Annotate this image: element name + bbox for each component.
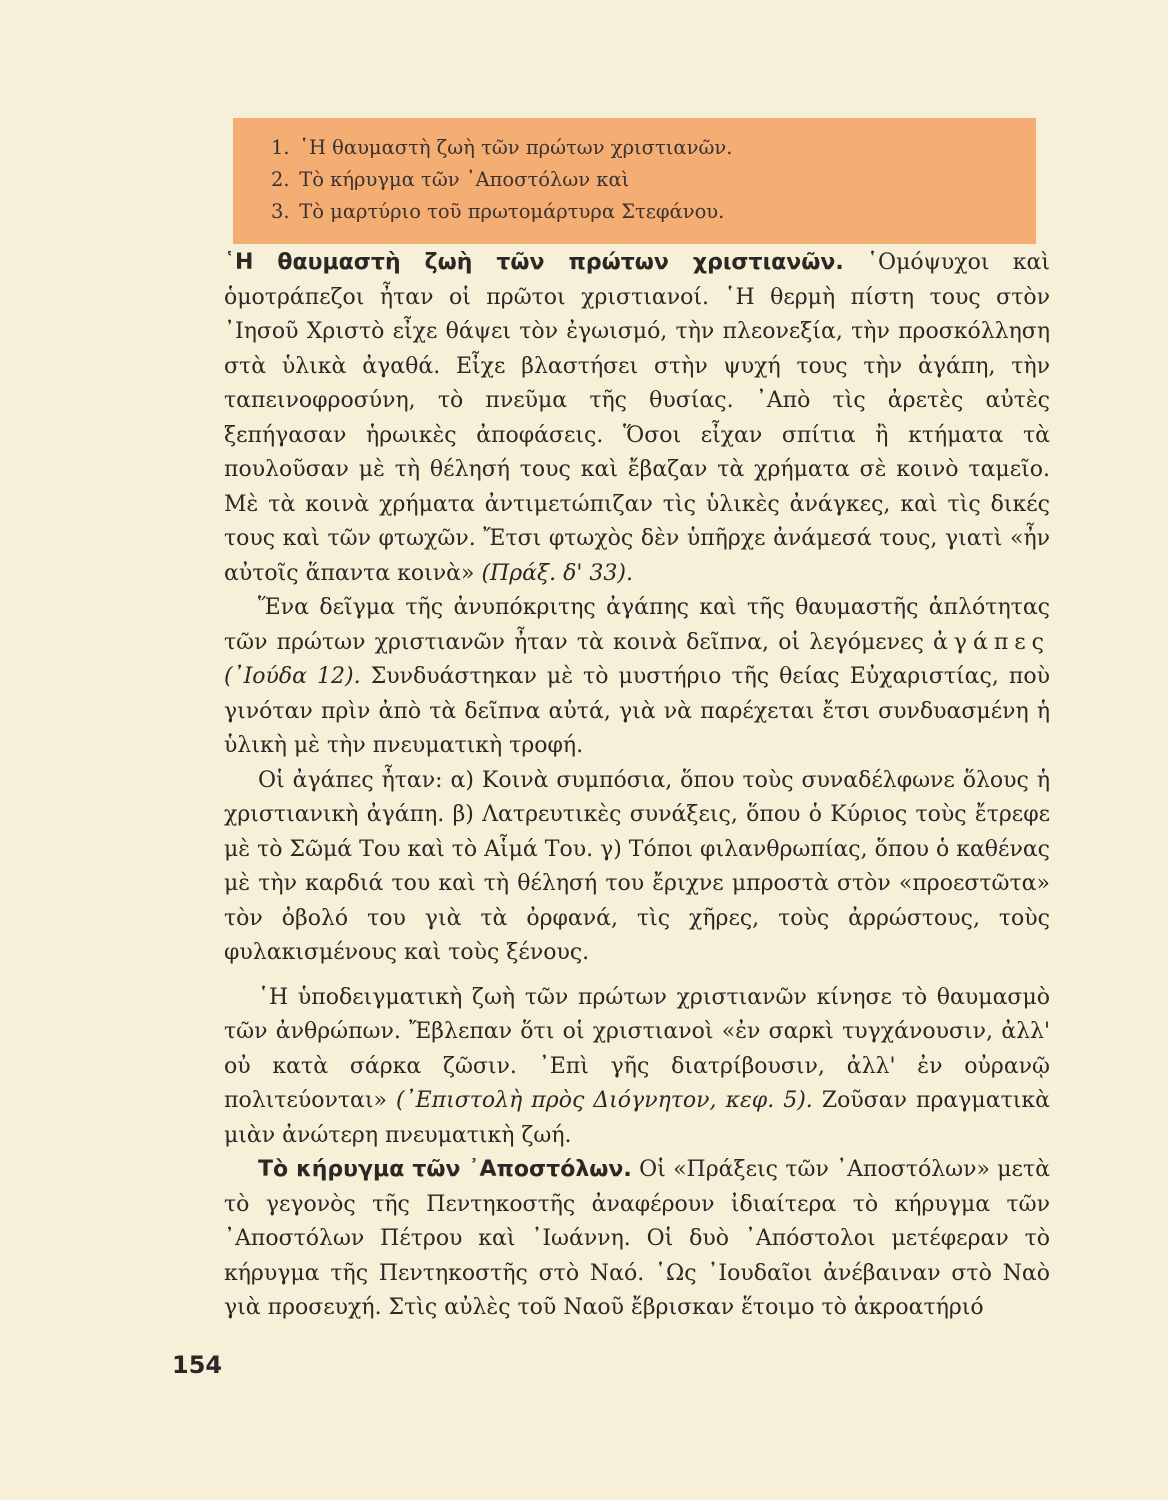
scripture-reference: (᾿Επιστολὴ πρὸς Διόγνητον, κεφ. 5). xyxy=(395,1088,813,1113)
toc-item xyxy=(271,132,1036,164)
toc-item xyxy=(271,196,1036,228)
toc-item xyxy=(271,164,1036,196)
section-heading: Τὸ κήρυγμα τῶν ᾿Αποστόλων. xyxy=(258,1157,632,1182)
paragraph xyxy=(224,591,1050,764)
paragraph-text: Ἕνα δεῖγμα τῆς ἀνυπόκριτης ἀγάπης καὶ τῆς θαυμαστῆς ἁπλότητας τῶν πρώτων χριστιανῶν ἦταν τὰ κοινὰ δεῖπνα, οἱ λεγόμενες xyxy=(224,595,1050,655)
body-text xyxy=(224,246,1050,1326)
toc-number: 2. xyxy=(271,168,290,191)
paragraph-text: ῾Η ὑποδειγματικὴ ζωὴ τῶν πρώτων χριστιανῶν κίνησε τὸ θαυμασμὸ τῶν ἀνθρώπων. Ἔβλεπαν ὅτι οἱ χριστιανοὶ «ἐν σαρκὶ τυγχάνουσιν, ἀλλ' οὐ κατὰ σάρκα ζῶσιν. ᾿Επὶ γῆς διατρίβουσιν, ἀλλ' ἐν οὐρανῷ πολιτεύονται» xyxy=(224,984,1050,1113)
scripture-reference: (᾿Ιούδα 12). xyxy=(224,664,361,689)
bleed-through-text xyxy=(640,90,1060,120)
paragraph xyxy=(224,981,1050,1154)
paragraph: Οἱ ἀγάπες ἦταν: α) Κοινὰ συμπόσια, ὅπου τοὺς συναδέλφωνε ὅλους ἡ χριστιανικὴ ἀγάπη. β) Λατρευτικὲς συνάξεις, ὅπου ὁ Κύριος τοὺς ἔτρεφε μὲ τὸ Σῶμά Του καὶ τὸ Αἷμά Του. γ) Τόποι φιλανθρωπίας, ὅπου ὁ καθένας μὲ τὴν καρδιά του καὶ τὴ θέλησή του ἔριχνε μπροστὰ στὸν «προεστῶτα» τὸν ὀβολό του γιὰ τὰ ὀρφανά, τὶς χῆρες, τοὺς ἀρρώστους, τοὺς φυλακισμένους καὶ τοὺς ξένους. xyxy=(224,767,1050,965)
toc-number: 3. xyxy=(271,200,290,223)
page-number: 154 xyxy=(172,1351,223,1379)
toc-number: 1. xyxy=(271,136,290,159)
scripture-reference: (Πράξ. δ' 33). xyxy=(481,560,633,586)
section-heading: ῾Η θαυμαστὴ ζωὴ τῶν πρώτων χριστιανῶν. xyxy=(224,250,844,275)
section-summary-box xyxy=(233,118,1036,244)
paragraph-text: Συνδυάστηκαν μὲ τὸ μυστήριο τῆς θείας Εὐχαριστίας, ποὺ γινόταν πρὶν ἀπὸ τὰ δεῖπνα αὐτά, γιὰ νὰ παρέχεται ἔτσι συνδυασμένη ἡ ὑλικὴ μὲ τὴν πνευματικὴ τροφή. xyxy=(224,664,1050,758)
paragraph-text: ῾Ομόψυχοι καὶ ὁμοτράπεζοι ἦταν οἱ πρῶτοι χριστιανοί. ῾Η θερμὴ πίστη τους στὸν ᾿Ιησοῦ Χριστὸ εἶχε θάψει τὸν ἐγωισμό, τὴν πλεονεξία, τὴν προσκόλληση στὰ ὑλικὰ ἀγαθά. Εἶχε βλαστήσει στὴν ψυχή τους τὴν ἀγάπη, τὴν ταπεινοφροσύνη, τὸ πνεῦμα τῆς θυσίας. ᾿Απὸ τὶς ἀρετὲς αὐτὲς ξεπήγασαν ἡρωικὲς ἀποφάσεις. Ὅσοι εἶχαν σπίτια ἢ κτήματα τὰ πουλοῦσαν μὲ τὴ θέλησή τους καὶ ἔβαζαν τὰ χρήματα σὲ κοινὸ ταμεῖο. Μὲ τὰ κοινὰ χρήματα ἀντιμετώπιζαν τὶς ὑλικὲς ἀνάγκες, καὶ τὶς δικές τους καὶ τῶν φτωχῶν. Ἔτσι φτωχὸς δὲν ὑπῆρχε ἀνάμεσά τους, γιατὶ «ἦν αὐτοῖς ἅπαντα κοινὰ» xyxy=(224,250,1050,586)
paragraph-text: Ζοῦσαν πραγματικὰ μιὰν ἀνώτερη πνευματικὴ ζωή. xyxy=(224,1088,1050,1148)
paragraph xyxy=(224,1153,1050,1326)
toc-text: Τὸ μαρτύριο τοῦ πρωτομάρτυρα Στεφάνου. xyxy=(299,200,725,223)
emphasized-term: ἀγάπες xyxy=(932,629,1050,655)
paragraph xyxy=(224,246,1050,591)
toc-text: ῾Η θαυμαστὴ ζωὴ τῶν πρώτων χριστιανῶν. xyxy=(299,136,733,159)
toc-text: Τὸ κήρυγμα τῶν ᾿Αποστόλων καὶ xyxy=(299,168,630,191)
paragraph-text: Οἱ «Πράξεις τῶν ᾿Αποστόλων» μετὰ τὸ γεγονὸς τῆς Πεντηκοστῆς ἀναφέρουν ἰδιαίτερα τὸ κήρυγμα τῶν ᾿Αποστόλων Πέτρου καὶ ᾿Ιωάννη. Οἱ δυὸ ᾿Απόστολοι μετέφεραν τὸ κήρυγμα τῆς Πεντηκοστῆς στὸ Ναό. ῾Ως ᾿Ιουδαῖοι ἀνέβαιναν στὸ Ναὸ γιὰ προσευχή. Στὶς αὐλὲς τοῦ Ναοῦ ἔβρισκαν ἕτοιμο τὸ ἀκροατήριό xyxy=(224,1157,1050,1320)
